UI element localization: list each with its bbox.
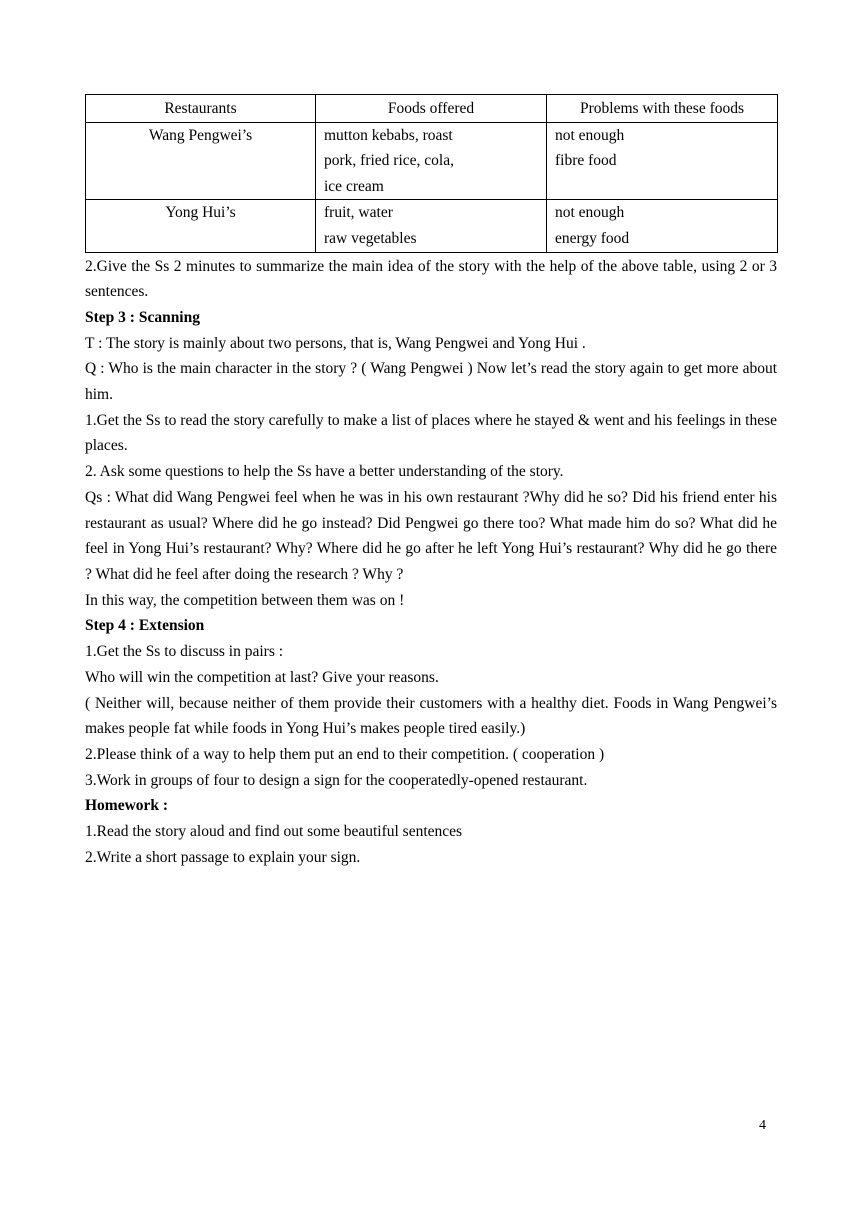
paragraph: Q : Who is the main character in the story ? ( Wang Pengwei ) Now let’s read the story again to get more about him. bbox=[85, 360, 777, 404]
problems-line: not enough bbox=[555, 126, 625, 144]
restaurant-cell: Wang Pengwei’s bbox=[86, 122, 316, 200]
page-number: 4 bbox=[759, 1118, 766, 1133]
table-header-row bbox=[86, 95, 778, 123]
paragraph: 1.Get the Ss to read the story carefully to make a list of places where he stayed & went and his feelings in these places. bbox=[85, 411, 777, 455]
header-restaurants: Restaurants bbox=[86, 95, 316, 123]
paragraph: In this way, the competition between them was on ! bbox=[85, 591, 405, 609]
paragraph: ( Neither will, because neither of them provide their customers with a healthy diet. Foods in Wang Pengwei’s makes people fat while foods in Yong Hui’s makes people tired easily.) bbox=[85, 694, 777, 738]
restaurant-cell: Yong Hui’s bbox=[86, 200, 316, 252]
paragraph: 2. Ask some questions to help the Ss have a better understanding of the story. bbox=[85, 463, 564, 481]
paragraph: T : The story is mainly about two persons, that is, Wang Pengwei and Yong Hui . bbox=[85, 334, 586, 352]
table-row bbox=[86, 122, 778, 200]
paragraph: Who will win the competition at last? Give your reasons. bbox=[85, 668, 439, 686]
paragraph: 2.Give the Ss 2 minutes to summarize the main idea of the story with the help of the above table, using 2 or 3 sentences. bbox=[85, 257, 777, 301]
foods-line: fruit, water bbox=[324, 204, 393, 222]
lesson-body bbox=[85, 254, 777, 871]
paragraph: 1.Get the Ss to discuss in pairs : bbox=[85, 643, 284, 661]
section-heading: Step 3 : Scanning bbox=[85, 308, 200, 326]
foods-line: raw vegetables bbox=[324, 229, 417, 247]
foods-cell bbox=[316, 122, 547, 200]
foods-line: ice cream bbox=[324, 177, 384, 195]
table-row bbox=[86, 200, 778, 252]
section-heading: Step 4 : Extension bbox=[85, 617, 205, 635]
foods-line: pork, fried rice, cola, bbox=[324, 152, 454, 170]
header-foods-offered: Foods offered bbox=[316, 95, 547, 123]
section-heading: Homework : bbox=[85, 797, 169, 815]
foods-cell bbox=[316, 200, 547, 252]
problems-line: not enough bbox=[555, 204, 625, 222]
paragraph: 2.Write a short passage to explain your sign. bbox=[85, 848, 361, 866]
problems-cell bbox=[547, 200, 778, 252]
paragraph: 3.Work in groups of four to design a sign for the cooperatedly-opened restaurant. bbox=[85, 771, 588, 789]
restaurant-foods-table bbox=[85, 94, 778, 253]
foods-line: mutton kebabs, roast bbox=[324, 126, 453, 144]
header-problems: Problems with these foods bbox=[547, 95, 778, 123]
problems-line: energy food bbox=[555, 229, 630, 247]
document-page bbox=[85, 94, 777, 870]
paragraph: Qs : What did Wang Pengwei feel when he was in his own restaurant ?Why did he so? Did his friend enter his restaurant as usual? Where did he go instead? Did Pengwei go there too? What made him do so? What did he feel in Yong Hui’s restaurant? Why? Where did he go after he left Yong Hui’s restaurant? Why did he go there ? What did he feel after doing the research ? Why ? bbox=[85, 488, 777, 583]
paragraph: 2.Please think of a way to help them put an end to their competition. ( cooperation ) bbox=[85, 745, 605, 763]
problems-cell bbox=[547, 122, 778, 200]
problems-line: fibre food bbox=[555, 152, 617, 170]
paragraph: 1.Read the story aloud and find out some beautiful sentences bbox=[85, 823, 463, 841]
